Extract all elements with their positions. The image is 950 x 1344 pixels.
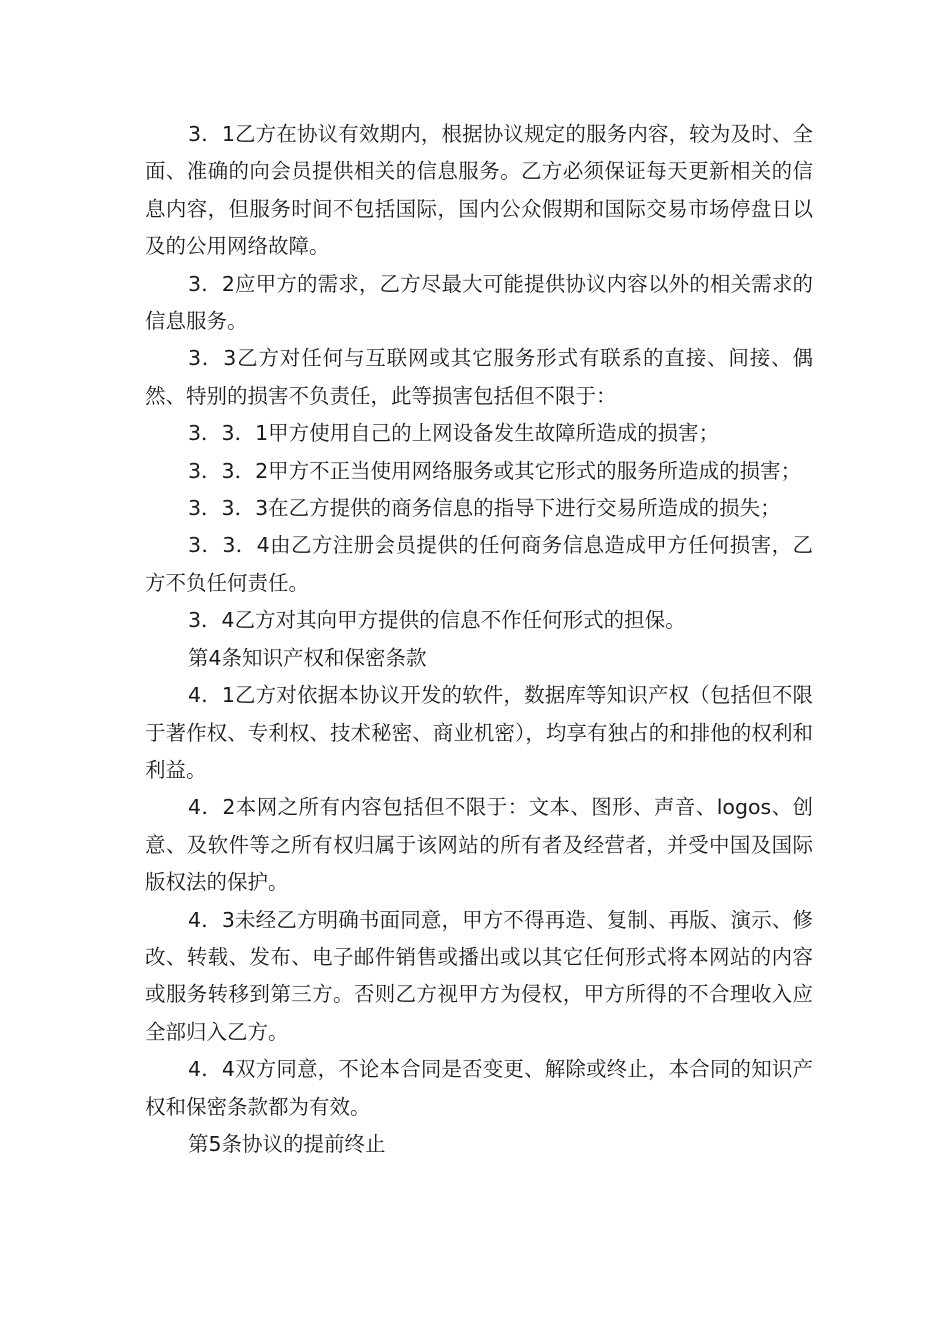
section-heading-5: 第5条协议的提前终止 <box>188 1131 386 1156</box>
paragraph-3-2: 3．2应甲方的需求，乙方尽最大可能提供协议内容以外的相关需求的信息服务。 <box>145 271 813 334</box>
paragraph-3-3-4: 3．3．4由乙方注册会员提供的任何商务信息造成甲方任何损害，乙方不负任何责任。 <box>145 533 813 595</box>
paragraph-3-3-1: 3．3．1甲方使用自己的上网设备发生故障所造成的损害； <box>188 421 720 446</box>
paragraph-3-3-2: 3．3．2甲方不正当使用网络服务或其它形式的服务所造成的损害； <box>188 458 802 483</box>
paragraph-4-1: 4．1乙方对依据本协议开发的软件，数据库等知识产权（包括但不限于著作权、专利权、技术秘密、商业机密），均享有独占的和排他的权利和利益。 <box>145 683 813 782</box>
paragraph-3-4: 3．4乙方对其向甲方提供的信息不作任何形式的担保。 <box>188 608 686 633</box>
paragraph-4-3: 4．3未经乙方明确书面同意，甲方不得再造、复制、再版、演示、修改、转载、发布、电子邮件销售或播出或以其它任何形式将本网站的内容或服务转移到第三方。否则乙方视甲方为侵权，甲方所得的不合理收入应全部归入乙方。 <box>145 907 813 1044</box>
paragraph-3-1: 3．1乙方在协议有效期内，根据协议规定的服务内容，较为及时、全面、准确的向会员提供相关的信息服务。乙方必须保证每天更新相关的信息内容，但服务时间不包括国际，国内公众假期和国际交易市场停盘日以及的公用网络故障。 <box>145 122 813 259</box>
paragraph-3-3: 3．3乙方对任何与互联网或其它服务形式有联系的直接、间接、偶然、特别的损害不负责任，此等损害包括但不限于： <box>145 346 813 408</box>
document-body <box>145 116 813 1163</box>
paragraph-4-2: 4．2本网之所有内容包括但不限于：文本、图形、声音、logos、创意、及软件等之所有权归属于该网站的所有者及经营者，并受中国及国际版权法的保护。 <box>145 795 813 895</box>
paragraph-4-4: 4．4双方同意，不论本合同是否变更、解除或终止，本合同的知识产权和保密条款都为有效。 <box>145 1057 813 1119</box>
section-heading-4: 第4条知识产权和保密条款 <box>188 645 427 670</box>
paragraph-3-3-3: 3．3．3在乙方提供的商务信息的指导下进行交易所造成的损失； <box>188 496 781 521</box>
